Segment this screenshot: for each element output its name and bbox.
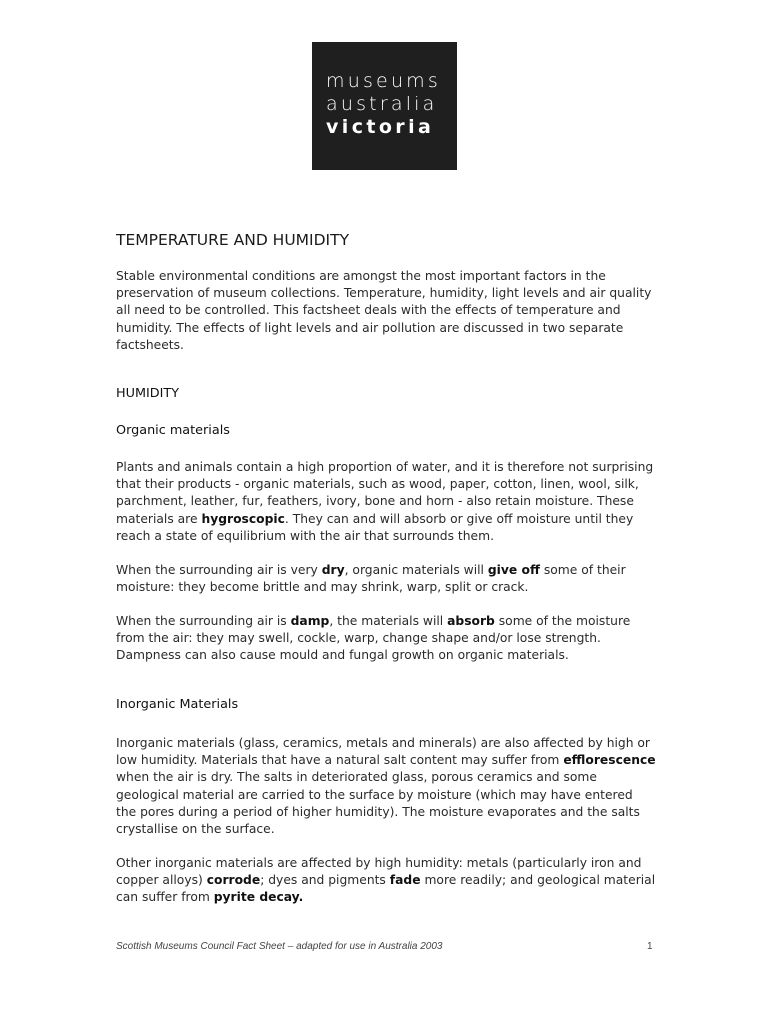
inorganic-paragraph-2 (116, 855, 656, 907)
term-absorb: absorb (447, 614, 495, 628)
text-run: Plants and animals contain a high proportion of water, and it is therefore not surprising that their products - organic materials, such as wood, paper, cotton, linen, wool, silk, parchment, leather, fur, feathers, ivory, bone and horn - also retain moisture. These materials are (116, 460, 654, 526)
term-damp: damp (290, 614, 330, 628)
museums-australia-victoria-logo (312, 42, 457, 170)
logo-line-victoria: victoria (326, 116, 435, 138)
intro-paragraph: Stable environmental conditions are amongst the most important factors in the preservation of museum collections. Temperature, humidity, light levels and air quality all need to be controlled. This factsheet deals with the effects of temperature and humidity. The effects of light levels and air pollution are discussed in two separate factsheets. (116, 269, 652, 352)
term-dry: dry (321, 563, 345, 577)
organic-paragraph-1 (116, 459, 656, 545)
term-hygroscopic: hygroscopic (201, 511, 285, 526)
text-run: Inorganic materials (glass, ceramics, metals and minerals) are also affected by high or low humidity. Materials that have a natural salt content may suffer from (116, 736, 650, 768)
text-run: , the materials will (329, 614, 448, 628)
logo-line-australia: australia (326, 93, 438, 115)
inorganic-paragraph-1 (116, 735, 656, 838)
page-number: 1 (647, 941, 653, 952)
text-run: some of their moisture: they become brittle and may shrink, warp, split or crack. (116, 563, 626, 595)
organic-paragraph-2 (116, 562, 656, 596)
text-run: When the surrounding air is (116, 614, 291, 628)
text-run: . They can and will absorb or give off moisture until they reach a state of equilibrium with the air that surrounds them. (116, 511, 634, 543)
term-give-off: give off (487, 563, 540, 577)
logo-line-museums: museums (326, 70, 441, 92)
humidity-heading: HUMIDITY (116, 386, 180, 401)
term-pyrite-decay: pyrite decay. (213, 890, 304, 905)
inorganic-materials-heading: Inorganic Materials (116, 697, 239, 712)
page-title: TEMPERATURE AND HUMIDITY (116, 231, 350, 249)
term-corrode: corrode (206, 873, 261, 888)
term-efflorescence: efflorescence (563, 753, 656, 768)
text-run: , organic materials will (344, 563, 488, 577)
text-run: when the air is dry. The salts in deteriorated glass, porous ceramics and some geological material are carried to the surface by moisture (which may have entered the pores during a period of higher humidity). The moisture evaporates and the salts crystallise on the surface. (116, 770, 640, 837)
text-run: some of the moisture from the air: they may swell, cockle, warp, change shape and/or lose strength. Dampness can also cause mould and fungal growth on organic materials. (116, 614, 631, 663)
term-fade: fade (389, 873, 421, 888)
text-run: When the surrounding air is very (116, 563, 322, 577)
text-run: ; dyes and pigments (260, 873, 390, 888)
organic-paragraph-3 (116, 613, 656, 665)
organic-materials-heading: Organic materials (116, 423, 230, 438)
footer-source-note: Scottish Museums Council Fact Sheet – adapted for use in Australia 2003 (116, 941, 443, 952)
text-run: Other inorganic materials are affected by high humidity: metals (particularly iron and copper alloys) (116, 856, 642, 888)
text-run: more readily; and geological material can suffer from (116, 873, 656, 905)
